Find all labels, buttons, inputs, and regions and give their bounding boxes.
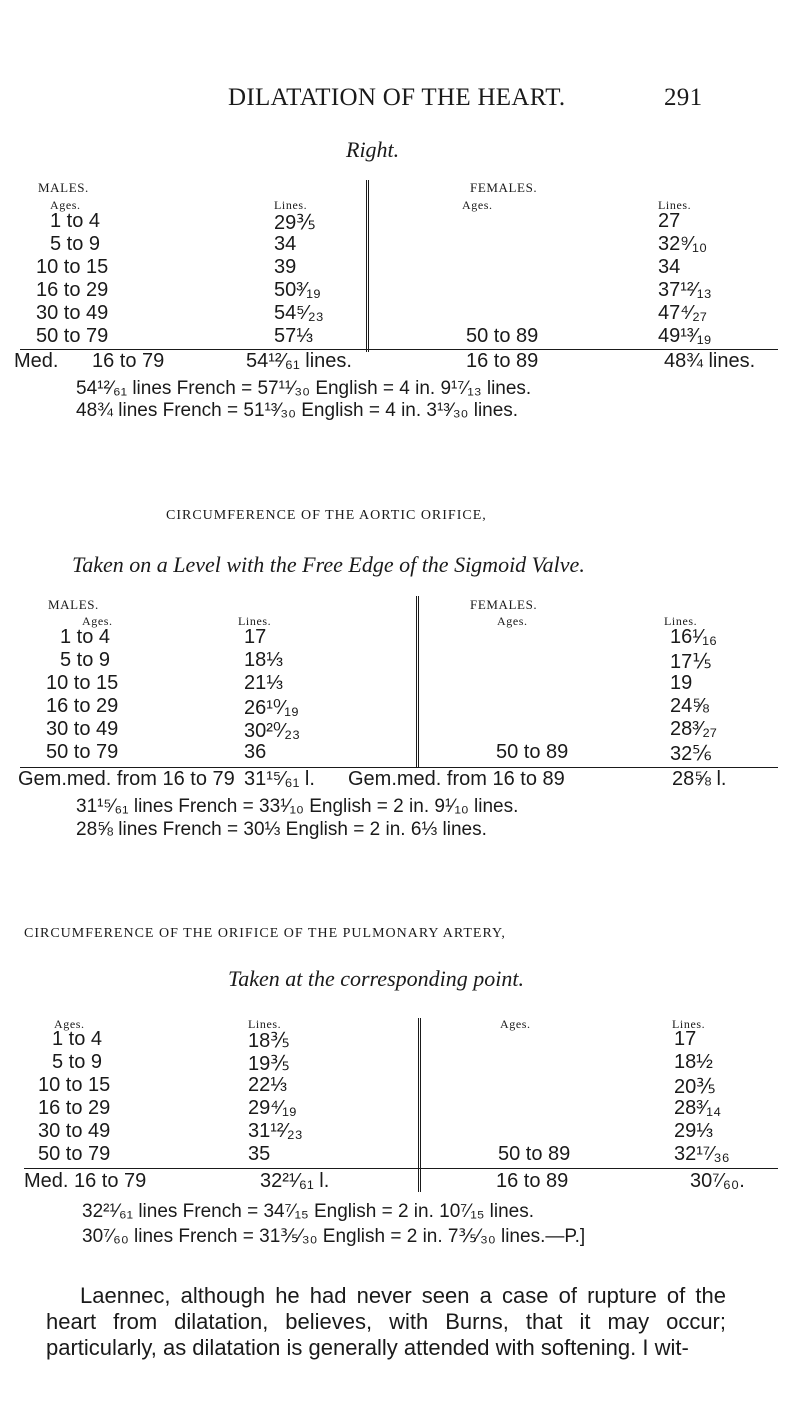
table-row: 30 to 49: [36, 302, 109, 324]
table3-males-lines-label: Lines.: [248, 1017, 282, 1031]
table-cell: 34: [274, 233, 297, 255]
table-row: 50 to 79: [36, 325, 109, 347]
table1-females-label: FEMALES.: [470, 180, 538, 195]
table3-med-males-age: 16 to 79: [74, 1170, 147, 1192]
table1-males-lines-label: Lines.: [274, 198, 308, 212]
table1-divider: [366, 180, 369, 352]
table-row: 1 to 4: [60, 626, 111, 648]
table-cell: 24⅝: [670, 695, 709, 717]
table2-divider: [416, 596, 419, 768]
table-cell: 49¹³⁄₁₉: [658, 325, 712, 347]
table-cell: 30²⁰⁄₂₃: [244, 720, 301, 742]
table-cell: 32⁹⁄₁₀: [658, 233, 708, 255]
table2-subtitle: Taken on a Level with the Free Edge of the Sigmoid Valve.: [72, 552, 585, 577]
table-cell: 39: [274, 256, 297, 278]
table1-males-ages-label: Ages.: [50, 198, 81, 212]
table2-heading: CIRCUMFERENCE OF THE AORTIC ORIFICE,: [166, 508, 487, 523]
table-cell: 20⅗: [674, 1076, 716, 1098]
table3-subtitle: Taken at the corresponding point.: [228, 966, 524, 991]
table-row: 1 to 4: [50, 210, 101, 232]
body-paragraph: Laennec, although he had never seen a case of rupture of the heart from dilatation, believes, with Burns, that it may occur; particularly, as dilatation is generally attended with softening. I wit-: [46, 1283, 726, 1360]
table2-females-lines-label: Lines.: [664, 614, 698, 628]
table1-med-label: Med.: [14, 350, 59, 372]
table-cell: 32¹⁷⁄₃₆: [674, 1143, 730, 1165]
running-header-title: DILATATION OF THE HEART.: [228, 84, 566, 111]
table-cell: 35: [248, 1143, 271, 1165]
table2-note-1: 31¹⁵⁄₆₁ lines French = 33¹⁄₁₀ English = 2 in. 9¹⁄₁₀ lines.: [76, 796, 519, 817]
table-cell: 19: [670, 672, 693, 694]
table-cell: 28³⁄₁₄: [674, 1097, 722, 1119]
table-cell: 31¹²⁄₂₃: [248, 1120, 303, 1142]
table-row: 50 to 89: [498, 1143, 571, 1165]
table2-males-ages-label: Ages.: [82, 614, 113, 628]
table1-med-females-lines: 48¾ lines.: [664, 350, 756, 372]
table-cell: 57⅓: [274, 325, 313, 347]
table-cell: 28³⁄₂₇: [670, 718, 717, 740]
table-row: 30 to 49: [38, 1120, 111, 1142]
table-cell: 18⅗: [248, 1030, 290, 1052]
page-number: 291: [664, 84, 703, 111]
table3-med-females-age: 16 to 89: [496, 1170, 569, 1192]
table-row: 5 to 9: [52, 1051, 103, 1073]
table-cell: 17⅕: [670, 651, 712, 673]
table-cell: 37¹²⁄₁₃: [658, 279, 712, 301]
table3-note-1: 32²¹⁄₆₁ lines French = 34⁷⁄₁₅ English = 2 in. 10⁷⁄₁₅ lines.: [82, 1201, 535, 1222]
table3-divider: [418, 1018, 421, 1192]
table2-females-label: FEMALES.: [470, 597, 538, 612]
table-cell: 18⅓: [244, 649, 283, 671]
page: [0, 0, 800, 1]
table-cell: 50³⁄₁₉: [274, 279, 321, 301]
table-cell: 18½: [674, 1051, 713, 1073]
table-row: 50 to 79: [46, 741, 119, 763]
table-cell: 22⅓: [248, 1074, 287, 1096]
table1-females-lines-label: Lines.: [658, 198, 692, 212]
table1-med-males-lines: 54¹²⁄₆₁ lines.: [246, 350, 352, 372]
table2-med-males-lines: 31¹⁵⁄₆₁ l.: [244, 768, 315, 790]
table-row: 16 to 29: [38, 1097, 111, 1119]
table3-med-label: Med.: [24, 1170, 69, 1192]
table-row: 16 to 29: [36, 279, 109, 301]
table-row: 50 to 89: [466, 325, 539, 347]
table-cell: 34: [658, 256, 681, 278]
table1-females-ages-label: Ages.: [462, 198, 493, 212]
table-cell: 32⅚: [670, 743, 712, 765]
table1-med-females-age: 16 to 89: [466, 350, 539, 372]
table-cell: 27: [658, 210, 681, 232]
table3-males-ages-label: Ages.: [54, 1017, 85, 1031]
table-cell: 36: [244, 741, 267, 763]
table-cell: 29⁴⁄₁₉: [248, 1097, 297, 1119]
table-cell: 47⁴⁄₂₇: [658, 302, 707, 324]
table-cell: 26¹⁰⁄₁₉: [244, 697, 299, 719]
table3-females-ages-label: Ages.: [500, 1017, 531, 1031]
table-cell: 21⅓: [244, 672, 283, 694]
table-row: 50 to 89: [496, 741, 569, 763]
table1-males-label: MALES.: [38, 180, 89, 195]
table1-note-1: 54¹²⁄₆₁ lines French = 57¹¹⁄₃₀ English = 4 in. 9¹⁷⁄₁₃ lines.: [76, 378, 532, 399]
table3-rule: [24, 1168, 778, 1169]
table-row: 1 to 4: [52, 1028, 103, 1050]
table3-note-2: 30⁷⁄₆₀ lines French = 31⅗⁄₃₀ English = 2 in. 7⅗⁄₃₀ lines.—P.]: [82, 1226, 586, 1247]
table2-females-ages-label: Ages.: [497, 614, 528, 628]
table2-note-2: 28⅝ lines French = 30⅓ English = 2 in. 6⅓ lines.: [76, 819, 487, 840]
table-row: 30 to 49: [46, 718, 119, 740]
table-row: 5 to 9: [60, 649, 111, 671]
table1-med-males-age: 16 to 79: [92, 350, 165, 372]
table-row: 10 to 15: [38, 1074, 111, 1096]
table1-note-2: 48¾ lines French = 51¹³⁄₃₀ English = 4 in. 3¹³⁄₃₀ lines.: [76, 400, 519, 421]
table-cell: 29⅗: [274, 212, 316, 234]
table-row: 5 to 9: [50, 233, 101, 255]
table1-title: Right.: [346, 137, 400, 162]
table2-med-males: Gem.med. from 16 to 79: [18, 768, 235, 790]
table3-heading: CIRCUMFERENCE OF THE ORIFICE OF THE PULMONARY ARTERY,: [24, 926, 506, 941]
table-row: 50 to 79: [38, 1143, 111, 1165]
table-cell: 16¹⁄₁₆: [670, 626, 718, 648]
table3-females-lines-label: Lines.: [672, 1017, 706, 1031]
table-cell: 54⁵⁄₂₃: [274, 302, 324, 324]
table-row: 10 to 15: [46, 672, 119, 694]
table2-males-lines-label: Lines.: [238, 614, 272, 628]
table2-males-label: MALES.: [48, 597, 99, 612]
table-cell: 19⅗: [248, 1053, 290, 1075]
table2-med-females: Gem.med. from 16 to 89: [348, 768, 565, 790]
table3-med-females-lines: 30⁷⁄₆₀.: [690, 1170, 745, 1192]
table3-med-males-lines: 32²¹⁄₆₁ l.: [260, 1170, 330, 1192]
table-cell: 17: [674, 1028, 697, 1050]
table-row: 16 to 29: [46, 695, 119, 717]
table-cell: 17: [244, 626, 267, 648]
table2-med-females-lines: 28⅝ l.: [672, 768, 727, 790]
table-cell: 29⅓: [674, 1120, 713, 1142]
table-row: 10 to 15: [36, 256, 109, 278]
